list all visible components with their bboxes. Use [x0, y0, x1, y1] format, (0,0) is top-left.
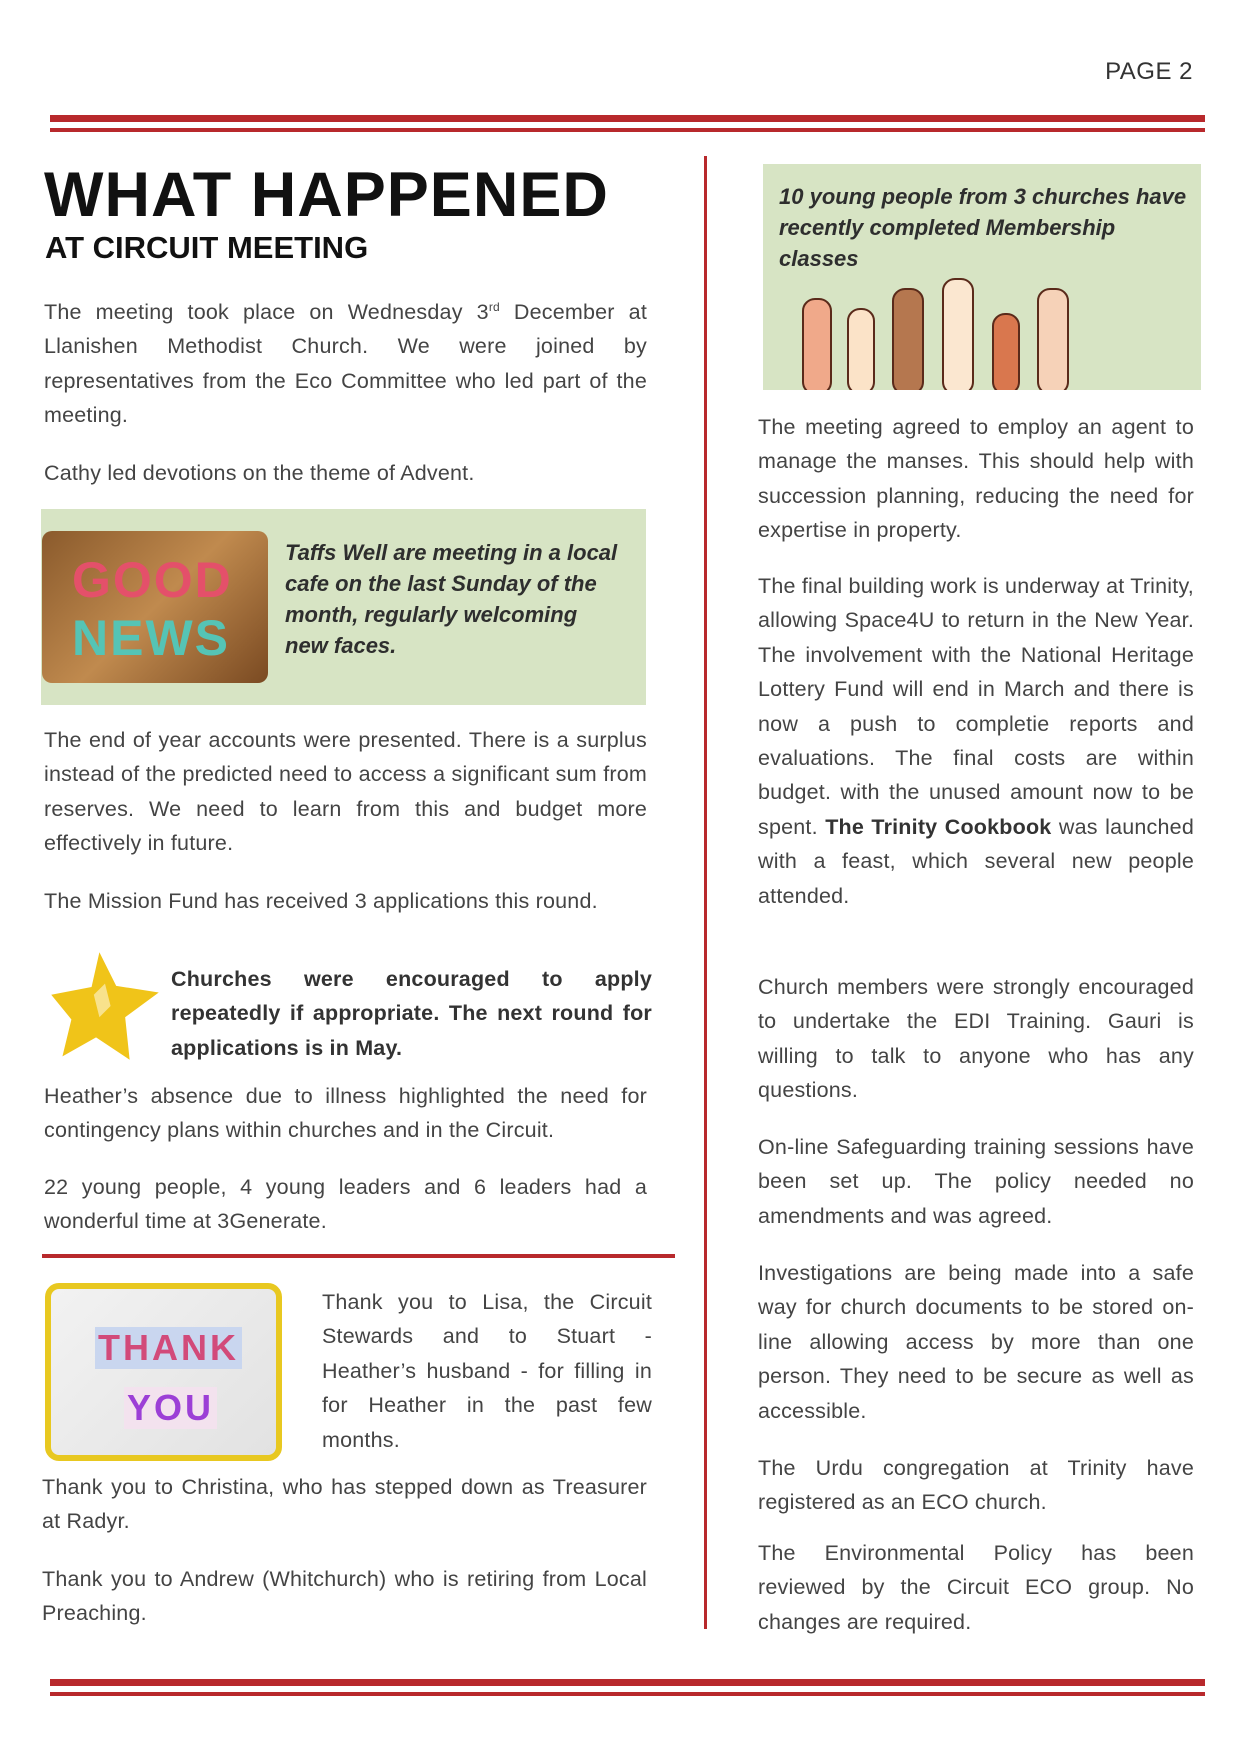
star-icon: [48, 950, 162, 1062]
paragraph-3generate: 22 young people, 4 young leaders and 6 leaders had a wonderful time at 3Generate.: [44, 1175, 647, 1234]
page-title: WHAT HAPPENED: [44, 160, 609, 230]
raised-hands-icon: [793, 269, 1123, 390]
page-number: PAGE 2: [1105, 58, 1193, 85]
text: The meeting took place on Wednesday 3: [44, 300, 489, 324]
paragraph-devotions: Cathy led devotions on the theme of Advent.: [44, 461, 475, 485]
thank-text: THANK: [95, 1327, 242, 1369]
membership-callout: [763, 164, 1201, 390]
paragraph-building-work: [758, 569, 1194, 913]
paragraph-thanks-andrew: Thank you to Andrew (Whitchurch) who is retiring from Local Preaching.: [42, 1567, 647, 1626]
top-rule-thin: [50, 128, 1205, 132]
you-text: YOU: [124, 1387, 217, 1429]
text: was launched with a feast, which several new people attended.: [758, 814, 1194, 908]
news-text: NEWS: [72, 610, 230, 666]
paragraph-accounts: The end of year accounts were presented. There is a surplus instead of the predicted need to access a significant sum from reserves. We need to learn from this and budget more effectively in future.: [44, 728, 647, 856]
good-news-callout: [41, 509, 646, 705]
paragraph-edi: Church members were strongly encouraged to undertake the EDI Training. Gauri is willing to talk to anyone who has any questions.: [758, 975, 1194, 1103]
bottom-rule-thick: [50, 1679, 1205, 1686]
bottom-rule-thin: [50, 1692, 1205, 1696]
column-divider: [704, 156, 707, 1629]
paragraph-thanks-christina: Thank you to Christina, who has stepped down as Treasurer at Radyr.: [42, 1475, 647, 1534]
text: The final building work is underway at Trinity, allowing Space4U to return in the New Year. The involvement with the National Heritage Lottery Fund will end in March and there is now a push to completie reports and evaluations. The final costs are within budget. with the unused amount now to be spent.: [758, 574, 1194, 839]
page-subtitle: AT CIRCUIT MEETING: [45, 230, 369, 265]
paragraph-safeguarding: On-line Safeguarding training sessions have been set up. The policy needed no amendments and was agreed.: [758, 1135, 1194, 1228]
paragraph-thanks-lisa: Thank you to Lisa, the Circuit Stewards and to Stuart - Heather’s husband - for filling in for Heather in the past few months.: [322, 1290, 652, 1452]
thank-you-image: [45, 1283, 282, 1461]
text: December at Llanishen Methodist Church. We were joined by representatives from the Eco Committee who led part of the meeting.: [44, 300, 647, 428]
paragraph-environmental: The Environmental Policy has been reviewed by the Circuit ECO group. No changes are required.: [758, 1541, 1194, 1634]
good-news-text: Taffs Well are meeting in a local cafe on the last Sunday of the month, regularly welcoming new faces.: [285, 540, 618, 658]
paragraph-urdu: The Urdu congregation at Trinity have registered as an ECO church.: [758, 1456, 1194, 1515]
paragraph-contingency: Heather’s absence due to illness highlighted the need for contingency plans within churches and in the Circuit.: [44, 1084, 647, 1143]
top-rule-thick: [50, 115, 1205, 122]
paragraph-manses: The meeting agreed to employ an agent to manage the manses. This should help with succession planning, reducing the need for expertise in property.: [758, 415, 1194, 543]
paragraph-mission-fund: The Mission Fund has received 3 applications this round.: [44, 889, 598, 913]
paragraph-meeting: [44, 295, 647, 433]
cookbook-title: The Trinity Cookbook: [825, 814, 1052, 839]
good-news-image: [42, 531, 268, 683]
membership-text: 10 young people from 3 churches have recently completed Membership classes: [779, 184, 1187, 271]
left-section-rule: [42, 1254, 675, 1258]
superscript: rd: [488, 299, 500, 314]
star-note: Churches were encouraged to apply repeatedly if appropriate. The next round for applications is in May.: [171, 967, 652, 1060]
paragraph-documents: Investigations are being made into a safe way for church documents to be stored on-line allowing access by more than one person. They need to be secure as well as accessible.: [758, 1261, 1194, 1423]
good-text: GOOD: [72, 552, 233, 608]
